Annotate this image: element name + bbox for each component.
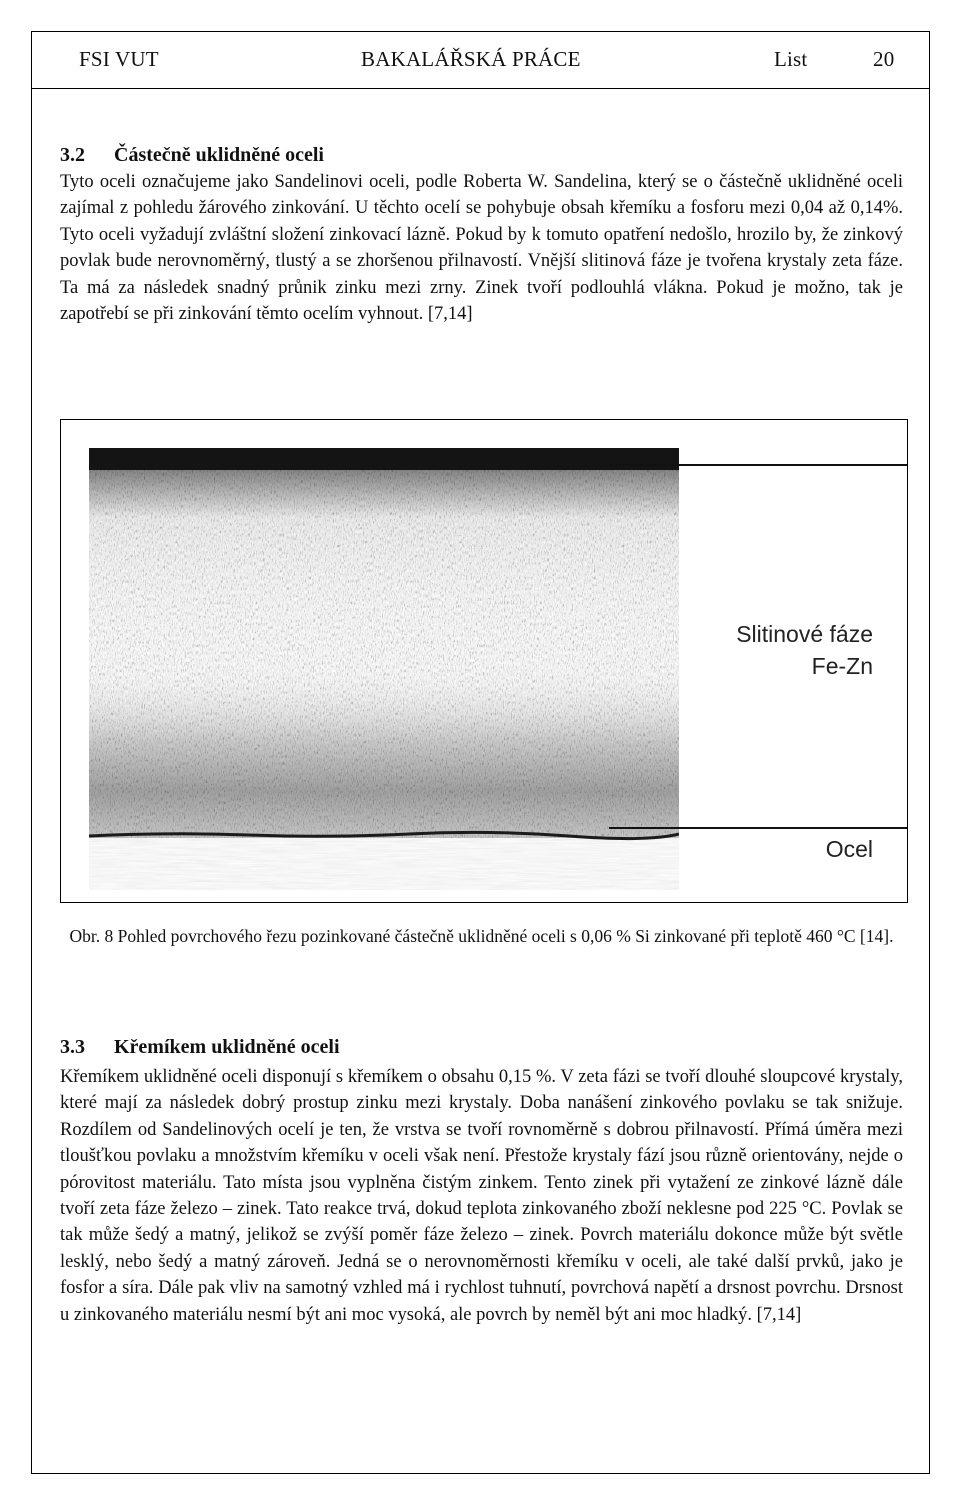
section-body-3-2: Tyto oceli označujeme jako Sandelinovi oceli, podle Roberta W. Sandelina, který se o částečně uklidněné oceli zajímal z pohledu žárového zinkování. U těchto ocelí se pohybuje obsah křemíku a fosforu mezi 0,04 až 0,14%. Tyto oceli vyžadují zvláštní složení zinkovací lázně. Pokud by k tomuto opatření nedošlo, hrozilo by, že zinkový povlak bude nerovnoměrný, tlustý a se zhoršenou přilnavostí. Vnější slitinová fáze je tvořena krystaly zeta fáze. Ta má za následek snadný průnik zinku mezi zrny. Zinek tvoří podlouhlá vlákna. Pokud je možno, tak je zapotřebí se při zinkování těmto ocelím vyhnout. [7,14] [60,172,903,325]
section-body-3-3: Křemíkem uklidněné oceli disponují s křemíkem o obsahu 0,15 %. V zeta fázi se tvoří dlouhé sloupcové krystaly, které mají za následek dobrý prostup zinku mezi krystaly. Doba nanášení zinkového povlaku se tak snižuje. Rozdílem od Sandelinových ocelí je ten, že vrstva se tvoří rovnoměrně s dobrou přilnavostí. Přímá úměra mezi tloušťkou povlaku a množstvím křemíku v oceli však není. Přestože krystaly fází jsou různě orientovány, nejde o pórovitost materiálu. Tato místa jsou vyplněna čistým zinkem. Tento zinek při vytažení ze zinkové lázně dále tvoří zeta fáze železo – zinek. Tato reakce trvá, dokud teplota zinkovaného zboží neklesne pod 225 °C. Povlak se tak může šedý a matný, jelikož se zvýší poměr fáze železo – zinek. Povrch materiálu dokonce může být světle lesklý, nebo šedý a matný zároveň. Jedná se o nerovnoměrnosti křemíku v oceli, ale také další prvků, jako je fosfor a síra. Dále pak vliv na samotný vzhled má i rychlost tuhnutí, povrchová napětí a drsnost povrchu. Drsnost u zinkovaného materiálu nesmí být ani moc vysoká, ale povrch by neměl být ani moc hladký. [7,14] [60,1067,903,1325]
header-page-label: List [774,47,808,71]
section-heading-3-3 [60,1036,340,1059]
label-alloy-line1: Slitinové fáze [736,621,873,647]
label-alloy-line2: Fe-Zn [811,653,873,679]
section-heading-3-2 [60,144,324,167]
section-title: Křemíkem uklidněné oceli [114,1036,340,1058]
callout-line-steel [609,827,907,829]
header-doc-type: BAKALÁŘSKÁ PRÁCE [361,47,581,71]
label-alloy-phases [736,618,873,682]
label-steel: Ocel [825,836,873,862]
section-title: Částečně uklidněné oceli [114,144,324,166]
figure-frame [60,419,908,903]
callout-line-alloy [609,464,907,466]
page-header [31,31,930,89]
section-number: 3.2 [60,144,85,166]
header-institution: FSI VUT [79,47,159,71]
header-page-number: 20 [873,47,895,71]
section-number: 3.3 [60,1036,85,1058]
figure-caption: Obr. 8 Pohled povrchového řezu pozinkované částečně uklidněné oceli s 0,06 % Si zinkované při teplotě 460 °C [14]. [69,926,894,946]
micrograph-image [89,448,679,890]
